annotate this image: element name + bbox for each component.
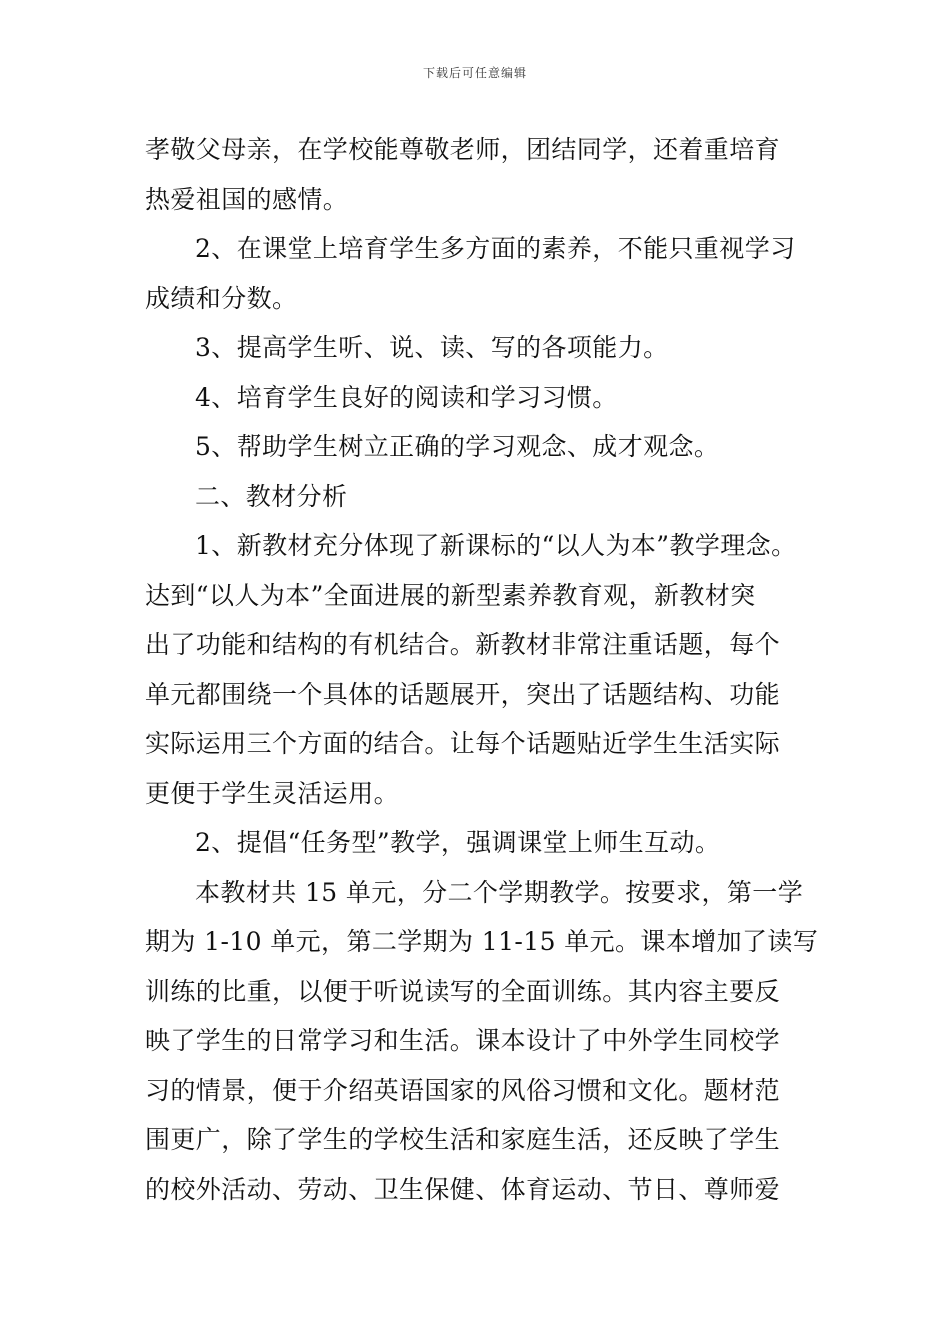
text-line: 习的情景，便于介绍英语国家的风俗习惯和文化。题材范 xyxy=(145,1075,781,1105)
text-line: 映了学生的日常学习和生活。课本设计了中外学生同校学 xyxy=(145,1026,781,1055)
text-line: 更便于学生灵活运用。 xyxy=(145,778,400,808)
text-line: 5、帮助学生树立正确的学习观念、成才观念。 xyxy=(195,432,720,461)
text-line: 3、提高学生听、说、读、写的各项能力。 xyxy=(195,333,669,362)
section-heading: 二、教材分析 xyxy=(195,481,348,511)
text-line: 4、培育学生良好的阅读和学习习惯。 xyxy=(195,382,618,412)
text-line: 的校外活动、劳动、卫生保健、体育运动、节日、尊师爱 xyxy=(145,1174,781,1204)
text-line: 达到“以人为本”全面进展的新型素养教育观，新教材突 xyxy=(145,580,756,610)
text-line: 本教材共 15 单元，分二个学期教学。按要求，第一学 xyxy=(195,877,804,907)
text-line: 训练的比重，以便于听说读写的全面训练。其内容主要反 xyxy=(145,976,781,1006)
text-line: 孝敬父母亲，在学校能尊敬老师，团结同学，还着重培育 xyxy=(145,135,781,164)
text-line: 成绩和分数。 xyxy=(145,283,298,313)
text-line: 单元都围绕一个具体的话题展开，突出了话题结构、功能 xyxy=(145,679,781,709)
text-line: 热爱祖国的感情。 xyxy=(145,184,349,214)
page-header: 下载后可任意编辑 xyxy=(422,66,527,80)
text-line: 2、提倡“任务型”教学，强调课堂上师生互动。 xyxy=(195,828,721,857)
text-line: 出了功能和结构的有机结合。新教材非常注重话题，每个 xyxy=(145,630,781,659)
text-line: 实际运用三个方面的结合。让每个话题贴近学生生活实际 xyxy=(145,729,781,758)
text-line: 1、新教材充分体现了新课标的“以人为本”教学理念。 xyxy=(195,531,797,560)
text-line: 2、在课堂上培育学生多方面的素养，不能只重视学习 xyxy=(195,234,796,263)
body-text xyxy=(145,125,825,1214)
text-line: 期为 1-10 单元，第二学期为 11-15 单元。课本增加了读写 xyxy=(145,927,819,956)
text-line: 围更广，除了学生的学校生活和家庭生活，还反映了学生 xyxy=(145,1125,781,1154)
